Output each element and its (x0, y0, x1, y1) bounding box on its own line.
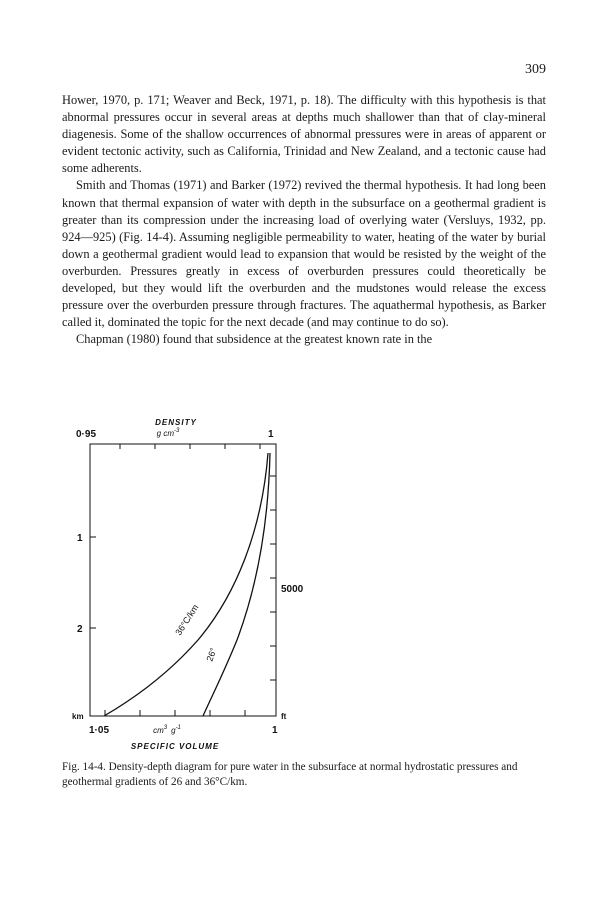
paragraph-3: Chapman (1980) found that subsidence at the greatest known rate in the (76, 332, 433, 347)
left-tick-label-1: 1 (77, 533, 83, 544)
top-right-value: 1 (268, 429, 274, 440)
bottom-right-value: 1 (272, 725, 278, 736)
plot-frame (90, 444, 276, 716)
curve-36-c-per-km (104, 453, 268, 716)
top-left-value: 0·95 (76, 429, 97, 440)
bottom-axis-unit: $cm^3$ $g^{-1}$ (153, 725, 181, 735)
right-axis-unit: ft (281, 712, 287, 721)
top-ticks (120, 444, 260, 449)
left-axis-unit: km (72, 712, 84, 721)
body-text (62, 92, 546, 348)
left-tick-label-2: 2 (77, 624, 83, 635)
paragraph-2: Smith and Thomas (1971) and Barker (1972) revived the thermal hypothesis. It had long been known that thermal expansion of water with depth in the subsurface on a geothermal gradient is greater than its compression under the increasing load of overlying water (Versluys, 1932, pp. 924—925) (Fig. 14-4). Assuming negligible permeability to water, heating of the water by burial down a geothermal gradient would lead to expansion that would be resisted by the weight of the overburden. Pressures greatly in excess of overburden pressures could theoretically be developed, but they would lift the overburden and the mudstones would release the excess pressure over the overburden pressure through fractures. The aquathermal hypothesis, as Barker called it, dominated the topic for the next decade (and may continue to do so). (62, 178, 546, 330)
paragraph-1: Hower, 1970, p. 171; Weaver and Beck, 1971, p. 18). The difficulty with this hypothesis is that abnormal pressures occur in several areas at depths much shallower than that of clay-mineral diagenesis. Some of the shallow occurrences of abnormal pressures were in areas of apparent or evident tectonic activity, such as California, Trinidad and New Zealand, and a tectonic cause had some adherents. (62, 93, 546, 176)
bottom-ticks (105, 710, 245, 716)
bottom-axis-title: SPECIFIC VOLUME (130, 742, 220, 751)
left-ticks (90, 537, 96, 628)
curve-label-26: 26° (204, 646, 219, 663)
density-depth-diagram (0, 410, 615, 760)
page-number: 309 (525, 62, 546, 77)
bottom-left-value: 1·05 (89, 725, 110, 736)
top-axis-title: DENSITY (155, 418, 197, 427)
curve-label-36: 36°C/km (173, 602, 201, 638)
figure-14-4 (0, 410, 615, 760)
right-ticks (270, 476, 276, 680)
curve-26-c-per-km (203, 453, 270, 716)
right-tick-label-5000: 5000 (281, 584, 304, 595)
top-axis-unit: g $cm^{-3}$ (156, 428, 180, 438)
figure-caption: Fig. 14-4. Density-depth diagram for pure water in the subsurface at normal hydrostatic pressures and geothermal gradients of 26 and 36°C/km. (62, 761, 518, 788)
